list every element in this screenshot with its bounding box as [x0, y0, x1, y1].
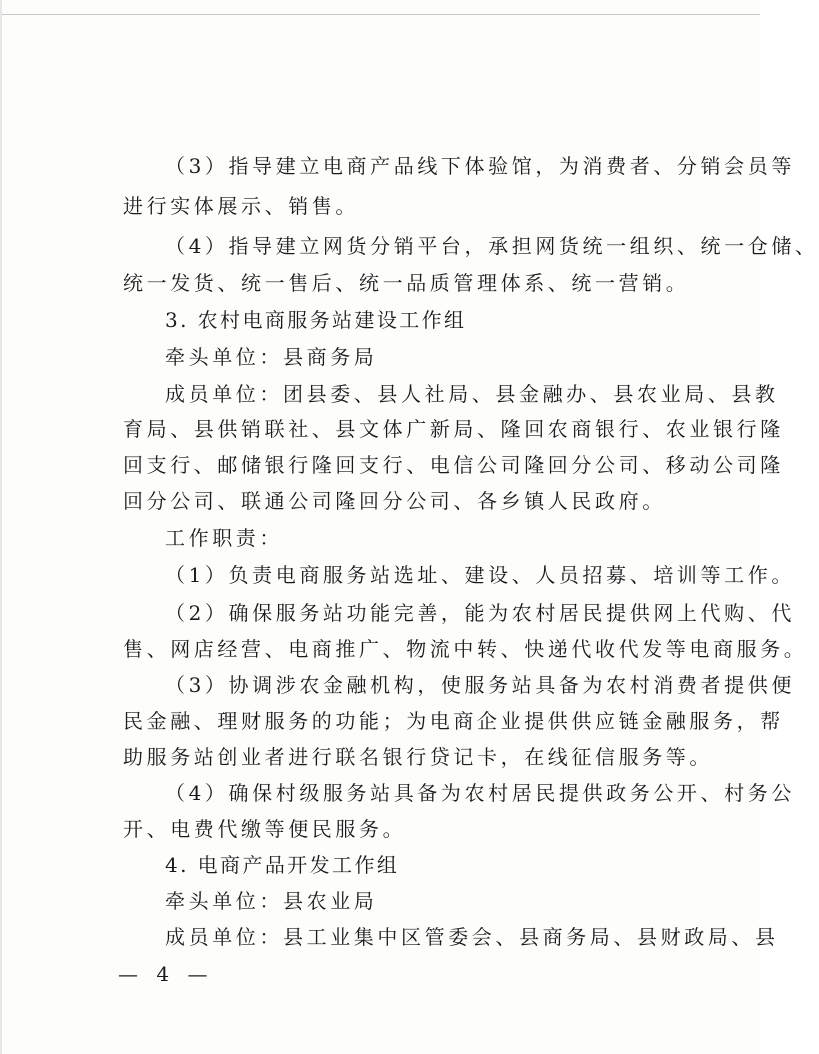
paragraph-line: （3）指导建立电商产品线下体验馆，为消费者、分销会员等 [165, 154, 795, 178]
scan-left-edge [0, 0, 2, 1054]
paragraph-line: 牵头单位：县商务局 [165, 345, 378, 369]
paragraph-line: 民金融、理财服务的功能；为电商企业提供供应链金融服务，帮 [123, 709, 784, 733]
paragraph-line: 回分公司、联通公司隆回分公司、各乡镇人民政府。 [123, 489, 666, 513]
paragraph-line: 售、网店经营、电商推广、物流中转、快递代收代发等电商服务。 [123, 637, 808, 661]
paragraph-line: （4）指导建立网货分销平台，承担网货统一组织、统一仓储、 [165, 234, 819, 258]
paragraph-line: 工作职责： [165, 526, 283, 550]
paragraph-line: （4）确保村级服务站具备为农村居民提供政务公开、村务公 [165, 781, 795, 805]
section-heading: 3. 农村电商服务站建设工作组 [165, 308, 467, 332]
paragraph-line: 回支行、邮储银行隆回支行、电信公司隆回分公司、移动公司隆 [123, 453, 784, 477]
paragraph-line: 成员单位：县工业集中区管委会、县商务局、县财政局、县 [165, 925, 779, 949]
paragraph-line: （3）协调涉农金融机构，使服务站具备为农村消费者提供便 [165, 673, 795, 697]
paragraph-line: （1）负责电商服务站选址、建设、人员招募、培训等工作。 [165, 563, 795, 587]
page-number: — 4 — [118, 962, 214, 986]
paragraph-line: 牵头单位：县农业局 [165, 889, 378, 913]
paragraph-line: 助服务站创业者进行联名银行贷记卡，在线征信服务等。 [123, 745, 713, 769]
section-heading: 4. 电商产品开发工作组 [165, 853, 400, 877]
paragraph-line: （2）确保服务站功能完善，能为农村居民提供网上代购、代 [165, 601, 795, 625]
paragraph-line: 进行实体展示、销售。 [123, 194, 359, 218]
paragraph-line: 成员单位：团县委、县人社局、县金融办、县农业局、县教 [165, 382, 779, 406]
paragraph-line: 育局、县供销联社、县文体广新局、隆回农商银行、农业银行隆 [123, 417, 784, 441]
paragraph-line: 开、电费代缴等便民服务。 [123, 817, 407, 841]
paragraph-line: 统一发货、统一售后、统一品质管理体系、统一营销。 [123, 271, 690, 295]
scan-edge-line [0, 14, 760, 15]
